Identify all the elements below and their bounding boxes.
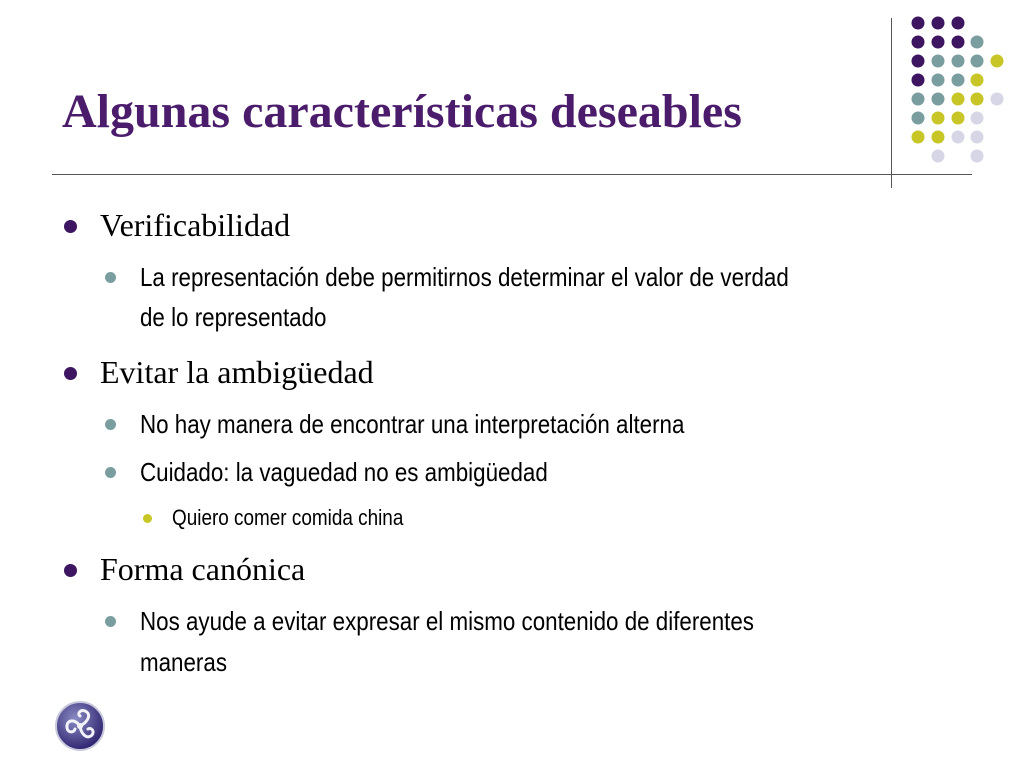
decorative-dot-grid bbox=[0, 0, 1024, 200]
bullet-level2: La representación debe permitirnos determinar el valor de verdad bbox=[140, 262, 789, 292]
bullet-marker-level2 bbox=[105, 272, 116, 283]
bullet-marker-level2 bbox=[105, 419, 116, 430]
bullet-level1: Forma canónica bbox=[100, 551, 306, 587]
bullet-marker-level1 bbox=[64, 367, 77, 380]
bullet-level2-continuation: de lo representado bbox=[140, 302, 327, 332]
title-horizontal-divider bbox=[52, 174, 972, 175]
bullet-level2: Nos ayude a evitar expresar el mismo contenido de diferentes bbox=[140, 606, 754, 636]
bullet-marker-level3 bbox=[143, 514, 152, 523]
slide-title: Algunas características deseables bbox=[62, 85, 742, 138]
title-vertical-divider bbox=[891, 18, 892, 188]
bullet-level3: Quiero comer comida china bbox=[172, 505, 404, 530]
bullet-marker-level2 bbox=[105, 616, 116, 627]
bullet-marker-level2 bbox=[105, 467, 116, 478]
bullet-level2: Cuidado: la vaguedad no es ambigüedad bbox=[140, 457, 548, 487]
bullet-level1: Evitar la ambigüedad bbox=[100, 354, 374, 390]
bullet-level1: Verificabilidad bbox=[100, 207, 291, 243]
bullet-marker-level1 bbox=[64, 220, 77, 233]
bullet-level2-continuation: maneras bbox=[140, 647, 227, 677]
bullet-level2: No hay manera de encontrar una interpretación alterna bbox=[140, 409, 685, 439]
triskelion-logo-icon bbox=[54, 700, 106, 752]
bullet-marker-level1 bbox=[64, 564, 77, 577]
